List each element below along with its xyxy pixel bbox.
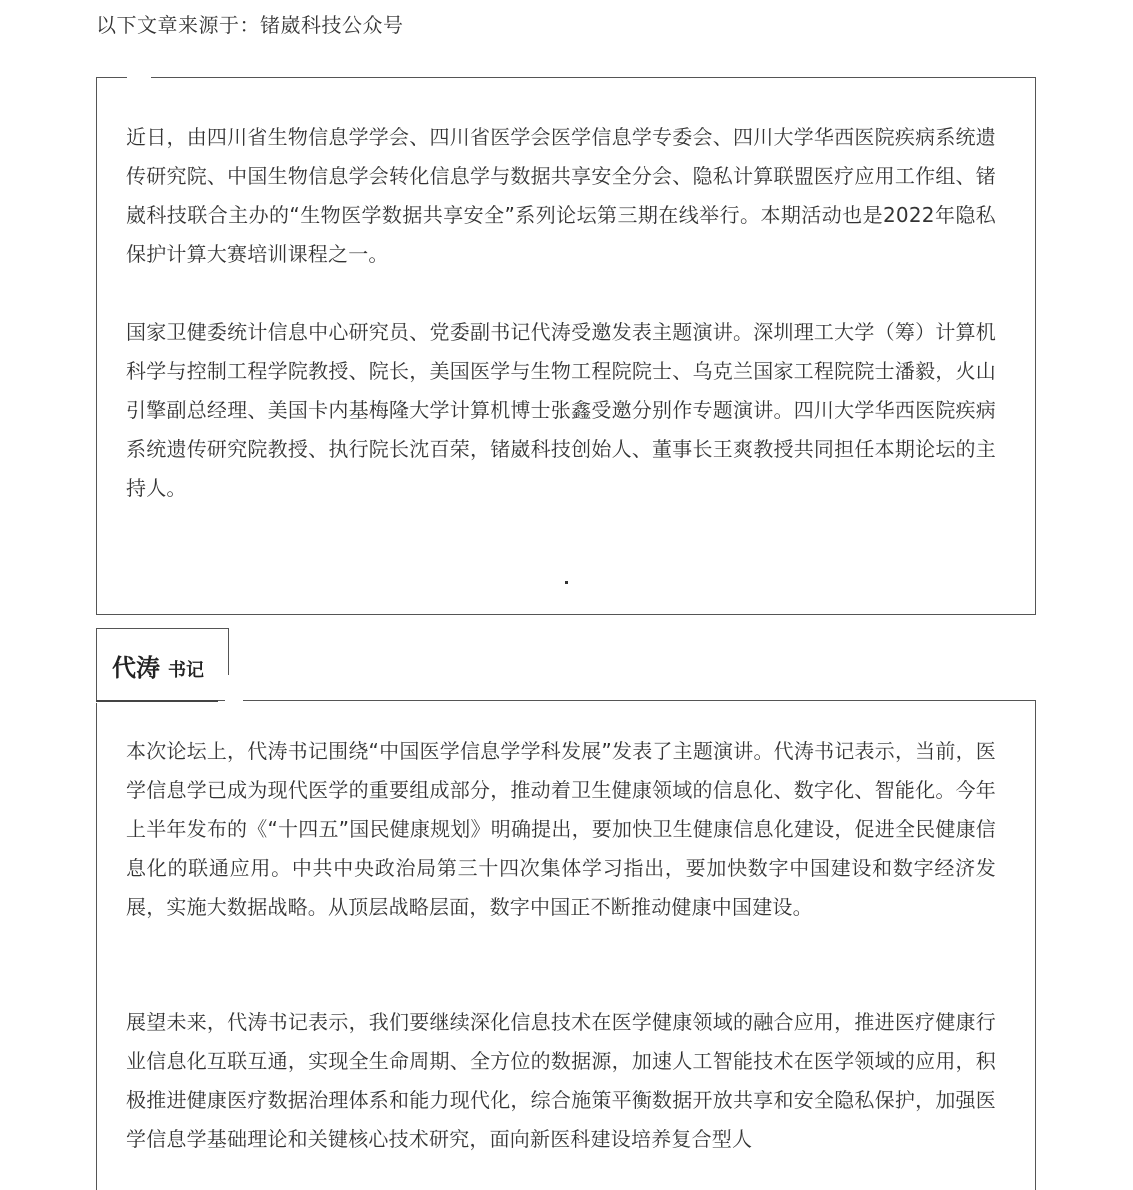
intro-paragraph-1: 近日，由四川省生物信息学学会、四川省医学会医学信息学专委会、四川大学华西医院疾病系统遗传研究院、中国生物信息学会转化信息学与数据共享安全分会、隐私计算联盟医疗应用工作组、锗崴科技联合主办的“生物医学数据共享安全”系列论坛第三期在线举行。本期活动也是2022年隐私保护计算大赛培训课程之一。: [126, 125, 996, 266]
speaker-heading: [112, 648, 204, 683]
article-source: 以下文章来源于：锗崴科技公众号: [96, 13, 404, 37]
speaker-paragraph-2: 展望未来，代涛书记表示，我们要继续深化信息技术在医学健康领域的融合应用，推进医疗健康行业信息化互联互通，实现全生命周期、全方位的数据源，加速人工智能技术在医学领域的应用，积极推进健康医疗数据治理体系和能力现代化，综合施策平衡数据开放共享和安全隐私保护，加强医学信息学基础理论和关键核心技术研究，面向新医科建设培养复合型人: [126, 1010, 996, 1151]
intro-paragraph-2: 国家卫健委统计信息中心研究员、党委副书记代涛受邀发表主题演讲。深圳理工大学（筹）计算机科学与控制工程学院教授、院长，美国医学与生物工程院院士、乌克兰国家工程院院士潘毅，火山引擎副总经理、美国卡内基梅隆大学计算机博士张鑫受邀分别作专题演讲。四川大学华西医院疾病系统遗传研究院教授、执行院长沈百荣，锗崴科技创始人、董事长王爽教授共同担任本期论坛的主持人。: [126, 320, 996, 500]
speaker-name-underline: [96, 700, 218, 702]
speaker-name: 代涛: [112, 654, 160, 682]
speaker-paragraph-1: 本次论坛上，代涛书记围绕“中国医学信息学学科发展”发表了主题演讲。代涛书记表示，当前，医学信息学已成为现代医学的重要组成部分，推动着卫生健康领域的信息化、数字化、智能化。今年上半年发布的《“十四五”国民健康规划》明确提出，要加快卫生健康信息化建设，促进全民健康信息化的联通应用。中共中央政治局第三十四次集体学习指出，要加快数字中国建设和数字经济发展，实施大数据战略。从顶层战略层面，数字中国正不断推动健康中国建设。: [126, 739, 996, 919]
intro-box: [96, 77, 1036, 615]
decorative-dot: [565, 581, 568, 584]
tab-cut: [225, 675, 231, 705]
speaker-title: 书记: [168, 660, 204, 681]
speaker-box: [96, 700, 1036, 1190]
frame-gap: [127, 76, 151, 80]
